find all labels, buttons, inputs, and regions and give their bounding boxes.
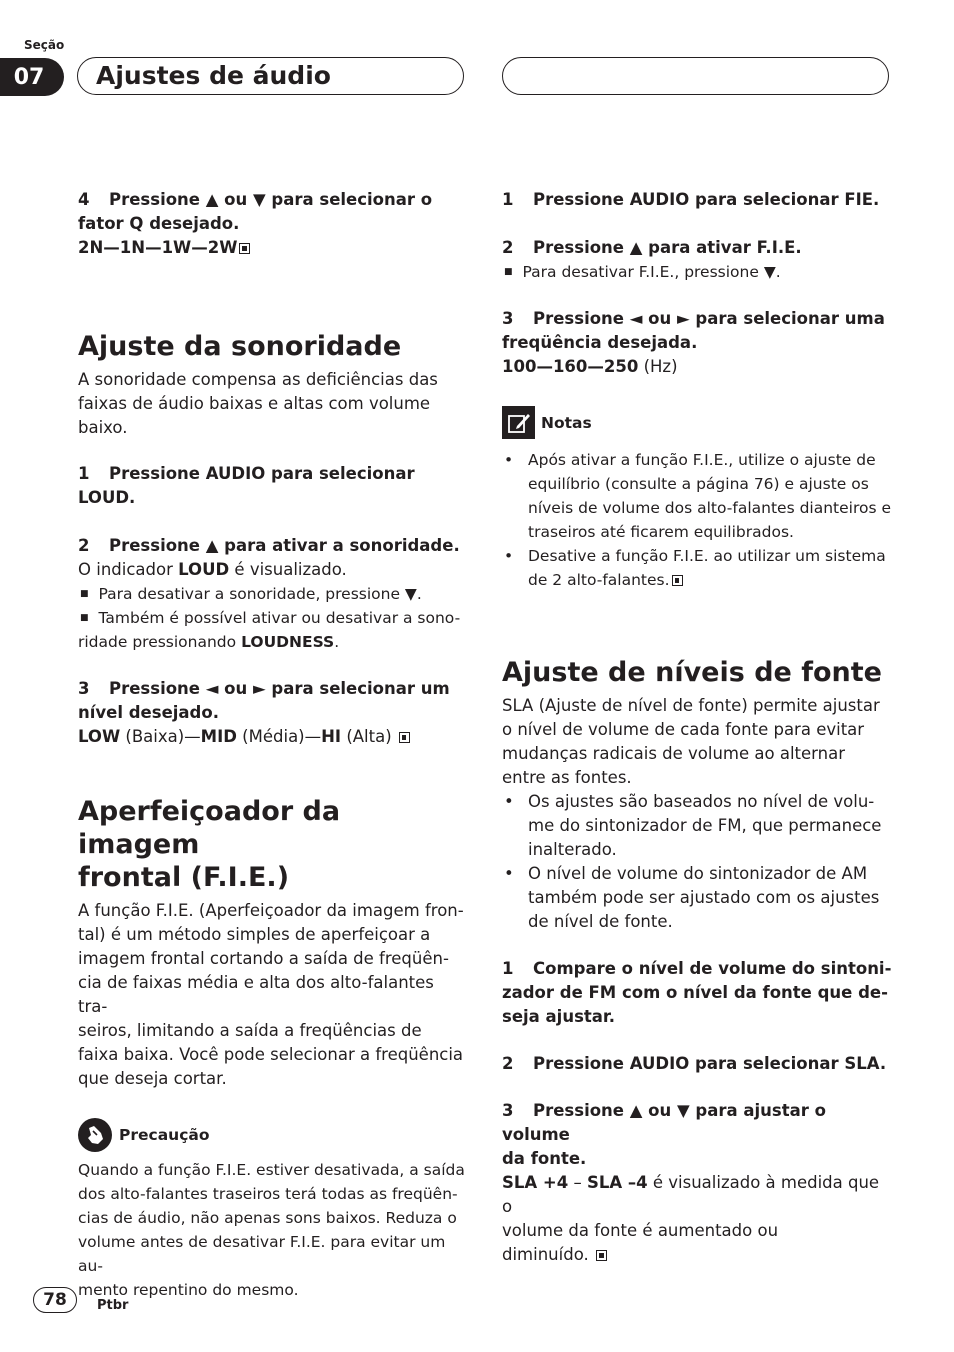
step-4-fator-q: 4 Pressione ▲ ou ▼ para selecionar o fator Q desejado. — [78, 190, 433, 233]
sla-step-3: 3 Pressione ▲ ou ▼ para ajustar o volume da fonte. — [502, 1101, 826, 1168]
square-bullet-icon: ■ — [80, 613, 89, 623]
sla-step-2: 2 Pressione AUDIO para selecionar SLA. — [502, 1054, 887, 1073]
end-mark-icon — [672, 575, 683, 586]
pencil-note-icon — [502, 406, 535, 439]
end-mark-icon — [596, 1250, 607, 1261]
sla-step-1: 1 Compare o nível de volume do sintoni- zador de FM com o nível da fonte que de- seja ajustar. — [502, 959, 892, 1026]
sla-bullet-2: • O nível de volume do sintonizador de AM também pode ser ajustado com os ajustes de nível de fonte. — [502, 862, 892, 934]
section-number-tab: 07 — [0, 58, 64, 96]
loudness-step-2: 2 Pressione ▲ para ativar a sonoridade. — [78, 536, 460, 555]
loudness-indicator-text: O indicador LOUD é visualizado. — [78, 560, 347, 579]
fie-bullet-1: ■ Para desativar F.I.E., pressione ▼. — [504, 263, 781, 281]
sla-intro: SLA (Ajuste de nível de fonte) permite ajustar o nível de volume de cada fonte para evitar mudanças radicais de volume ao alternar entre as fontes. — [502, 696, 880, 787]
loudness-bullet-2: ■ Também é possível ativar ou desativar a sono- ridade pressionando LOUDNESS. — [78, 609, 461, 651]
fie-step-2: 2 Pressione ▲ para ativar F.I.E. — [502, 238, 802, 257]
caution-header: Precaução — [78, 1118, 468, 1152]
sla-heading: Ajuste de níveis de fonte — [502, 657, 882, 688]
square-bullet-icon: ■ — [80, 589, 89, 599]
loudness-levels: LOW (Baixa)—MID (Média)—HI (Alta) — [78, 725, 468, 749]
fie-intro: A função F.I.E. (Aperfeiçoador da imagem fron- tal) é um método simples de aperfeiçoar a imagem frontal cortando a saída de freqüên- cia de faixas média e alta dos alto-falantes tra- seiros, limitando a saída a freqüências de faixa baixa. Você pode selecionar a freqüência que deseja cortar. — [78, 901, 464, 1088]
notes-header: Notas — [502, 406, 892, 439]
square-bullet-icon: ■ — [504, 267, 513, 277]
sla-values-text: SLA +4 – SLA –4 é visualizado à medida que o volume da fonte é aumentado ou diminuído. — [502, 1173, 880, 1264]
notes-list — [502, 448, 892, 592]
end-mark-icon — [399, 732, 410, 743]
caution-hand-icon — [78, 1118, 112, 1152]
loudness-intro: A sonoridade compensa as deficiências das faixas de áudio baixas e altas com volume baixo. — [78, 370, 438, 437]
loudness-heading: Ajuste da sonoridade — [78, 331, 402, 362]
loudness-step-1: 1 Pressione AUDIO para selecionar LOUD. — [78, 464, 415, 507]
language-code: Ptbr — [97, 1298, 129, 1313]
loudness-bullet-1: ■ Para desativar a sonoridade, pressione ▼. — [80, 585, 422, 603]
frequency-values: 100—160—250 (Hz) — [502, 357, 678, 376]
fie-step-3: 3 Pressione ◄ ou ► para selecionar uma freqüência desejada. — [502, 309, 885, 352]
q-values: 2N—1N—1W—2W — [78, 236, 468, 260]
note-item: • Desative a função F.I.E. ao utilizar um sistema de 2 alto-falantes. — [502, 544, 892, 592]
loudness-section — [78, 330, 468, 749]
caution-text: Quando a função F.I.E. estiver desativada, a saída dos alto-falantes traseiros terá todas as freqüên- cias de áudio, não apenas sons baixos. Reduza o volume antes de desativar F.I.E. para evitar um au- mento repentino do mesmo. — [78, 1161, 465, 1299]
left-column — [78, 188, 468, 260]
fie-step-1: 1 Pressione AUDIO para selecionar FIE. — [502, 190, 880, 209]
loudness-step-3: 3 Pressione ◄ ou ► para selecionar um nível desejado. — [78, 679, 450, 722]
note-item: • Após ativar a função F.I.E., utilize o ajuste de equilíbrio (consulte a página 76) e ajuste os níveis de volume dos alto-falantes dianteiros e traseiros até ficarem equilibrados. — [502, 448, 892, 544]
end-mark-icon — [239, 243, 250, 254]
header-right-frame — [502, 57, 889, 95]
page-number: 78 — [33, 1287, 77, 1313]
sla-bullet-1: • Os ajustes são baseados no nível de volu- me do sintonizador de FM, que permanece inalterado. — [502, 790, 892, 862]
page-title: Ajustes de áudio — [96, 61, 331, 90]
sla-section — [502, 656, 892, 1267]
fie-section — [78, 795, 468, 1302]
fie-steps — [502, 188, 892, 592]
section-label: Seção — [24, 38, 65, 52]
fie-heading: Aperfeiçoador da imagem frontal (F.I.E.) — [78, 796, 341, 893]
